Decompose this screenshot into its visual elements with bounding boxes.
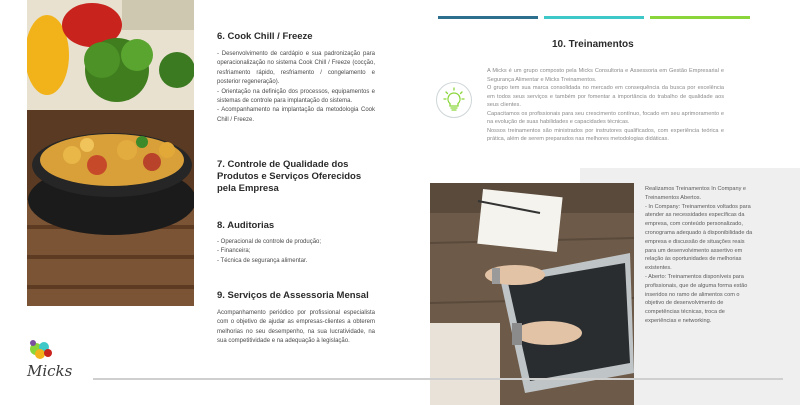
section-9-body: Acompanhamento periódico por profissional especialista com o objetivo de ajudar as empresas-clientes a obterem melhorias no seu desempenho, na sua lucratividade, na sua competitividade e na adequação à legislação. — [217, 310, 375, 345]
accent-bar-blue — [438, 16, 538, 19]
accent-bar-green — [650, 16, 750, 19]
section-10-title: 10. Treinamentos — [552, 39, 634, 50]
section-6-title: 6. Cook Chill / Freeze — [217, 31, 313, 42]
section-9-title: 9. Serviços de Assessoria Mensal — [217, 290, 369, 301]
services-column — [217, 0, 377, 405]
section-8-title: 8. Auditorias — [217, 220, 275, 231]
section-8-body — [217, 238, 377, 266]
section-10-paragraph: A Micks é um grupo composto pela Micks Consultoria e Assessoria em Gestão Empresarial e Segurança Alimentar e Micks Treinamentos. — [487, 68, 724, 83]
training-panel-line: Realizamos Treinamentos In Company e Treinamentos Abertos. — [645, 186, 747, 201]
lightbulb-icon — [436, 82, 472, 118]
section-6-line: - Desenvolvimento de cardápio e sua padronização para operacionalização no sistema Cook Chill / Freeze (cocção, resfriamento rápido, resfriamento / congelamento e posterior regeneração). — [217, 51, 375, 86]
training-panel-text — [645, 185, 757, 326]
bottom-divider — [93, 378, 783, 380]
section-8-line: - Técnica de segurança alimentar. — [217, 257, 308, 264]
accent-bar-cyan — [544, 16, 644, 19]
section-8-line: - Operacional de controle de produção; — [217, 239, 322, 245]
micks-logo-text: Micks — [27, 362, 73, 380]
training-panel-line: - In Company: Treinamentos voltados para atender as necessidades específicas da empresa, com conteúdo personalizado, cronograma adequado à disponibilidade da empresa e discussão de situações reais para um desenvolvimento assertivo em relação às oportunidades de melhorias existentes. — [645, 203, 753, 272]
section-7-title: 7. Controle de Qualidade dos Produtos e Serviços Oferecidos pela Empresa — [217, 159, 362, 194]
training-panel-line: - Aberto: Treinamentos disponíveis para profissionais, que de alguma forma estão inseridos no ramo de alimentos com o objetivo de desenvolvimento de competências técnicas, troca de experiências e networking. — [645, 273, 748, 324]
section-10-body — [487, 67, 724, 144]
laptop-photo — [430, 183, 634, 405]
section-10-paragraph: Capacitamos os profissionais para seu crescimento contínuo, focado em seu aprimoramento e na evolução de suas habilidades e capacidades técnicas. — [487, 110, 724, 125]
section-6-line: - Acompanhamento na implantação da metodologia Cook Chill / Freeze. — [217, 107, 375, 123]
section-6-line: - Orientação na definição dos processos, equipamentos e sistemas de controle para implantação do sistema. — [217, 88, 375, 105]
section-6-body — [217, 50, 375, 125]
section-10-paragraph: Nossos treinamentos são ministrados por instrutores qualificados, com experiência teórica e prática, além de serem preparados nas melhores metodologias didáticas. — [487, 127, 724, 142]
food-photo — [27, 0, 194, 306]
section-8-line: - Financeira; — [217, 248, 251, 255]
section-10-paragraph: O grupo tem sua marca consolidada no mercado em consequência da busca por excelência em todos seus serviços e também por fomentar a importância do trabalho de qualidade aos seus clientes. — [487, 85, 724, 108]
